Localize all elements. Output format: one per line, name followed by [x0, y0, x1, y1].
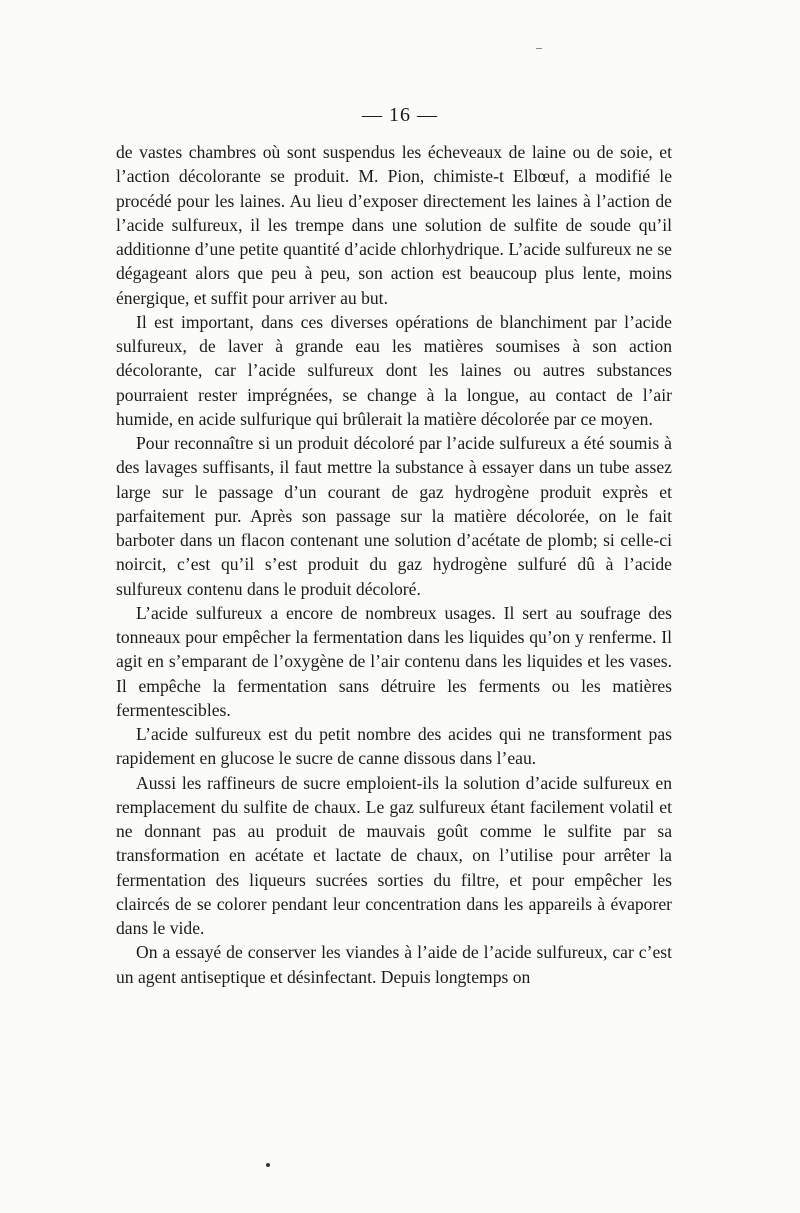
paragraph-6: Aussi les raffineurs de sucre emploient-ils la solution d’acide sulfureux en remplacement du sulfite de chaux. Le gaz sulfureux étant facilement volatil et ne donnant pas au produit de mauvais goût comme le sulfite par sa transformation en acétate et lactate de chaux, on l’utilise pour arrêter la fermentation des liqueurs sucrées sorties du filtre, et pour empêcher les claircés de se colorer pendant leur concentration dans les appareils à évaporer dans le vide.	[116, 772, 672, 938]
paragraph-1: de vastes chambres où sont suspendus les écheveaux de laine ou de soie, et l’action décolorante se produit. M. Pion, chimiste-t Elbœuf, a modifié le procédé pour les laines. Au lieu d’exposer directement les laines à l’action de l’acide sulfureux, il les trempe dans une solution de sulfite de soude qu’il additionne d’une petite quantité d’acide chlorhydrique. L’acide sulfureux ne se dégageant alors que peu à peu, son action est beaucoup plus lente, moins énergique, et suffit pour arriver au but.	[116, 142, 672, 308]
ink-speck	[266, 1163, 270, 1167]
paragraph-3: Pour reconnaître si un produit décoloré par l’acide sulfureux a été soumis à des lavages suffisants, il faut mettre la substance à essayer dans un tube assez large sur le passage d’un courant de gaz hydrogène produit exprès et parfaitement pur. Après son passage sur la matière décolorée, on le fait barboter dans un flacon contenant une solution d’acétate de plomb; si celle-ci noircit, c’est qu’il s’est produit du gaz hydrogène sulfuré dû à l’acide sulfureux contenu dans le produit décoloré.	[116, 433, 672, 599]
paragraph-2: Il est important, dans ces diverses opérations de blanchiment par l’acide sulfureux, de laver à grande eau les matières soumises à son action décolorante, car l’acide sulfureux dont les laines ou autres substances pourraient rester imprégnées, se change à la longue, au contact de l’air humide, en acide sulfurique qui brûlerait la matière décolorée par ce moyen.	[116, 311, 672, 429]
paragraph-5: L’acide sulfureux est du petit nombre des acides qui ne transforment pas rapidement en glucose le sucre de canne dissous dans l’eau.	[116, 724, 672, 769]
body-text	[116, 140, 672, 989]
paragraph-7: On a essayé de conserver les viandes à l’aide de l’acide sulfureux, car c’est un agent antiseptique et désinfectant. Depuis longtemps on	[116, 942, 672, 987]
print-mark	[536, 48, 542, 49]
page-number: — 16 —	[362, 104, 438, 126]
paragraph-4: L’acide sulfureux a encore de nombreux usages. Il sert au soufrage des tonneaux pour empêcher la fermentation dans les liquides qu’on y renferme. Il agit en s’emparant de l’oxygène de l’air contenu dans les liquides et les vases. Il empêche la fermentation sans détruire les ferments ou les matières fermentescibles.	[116, 602, 672, 720]
